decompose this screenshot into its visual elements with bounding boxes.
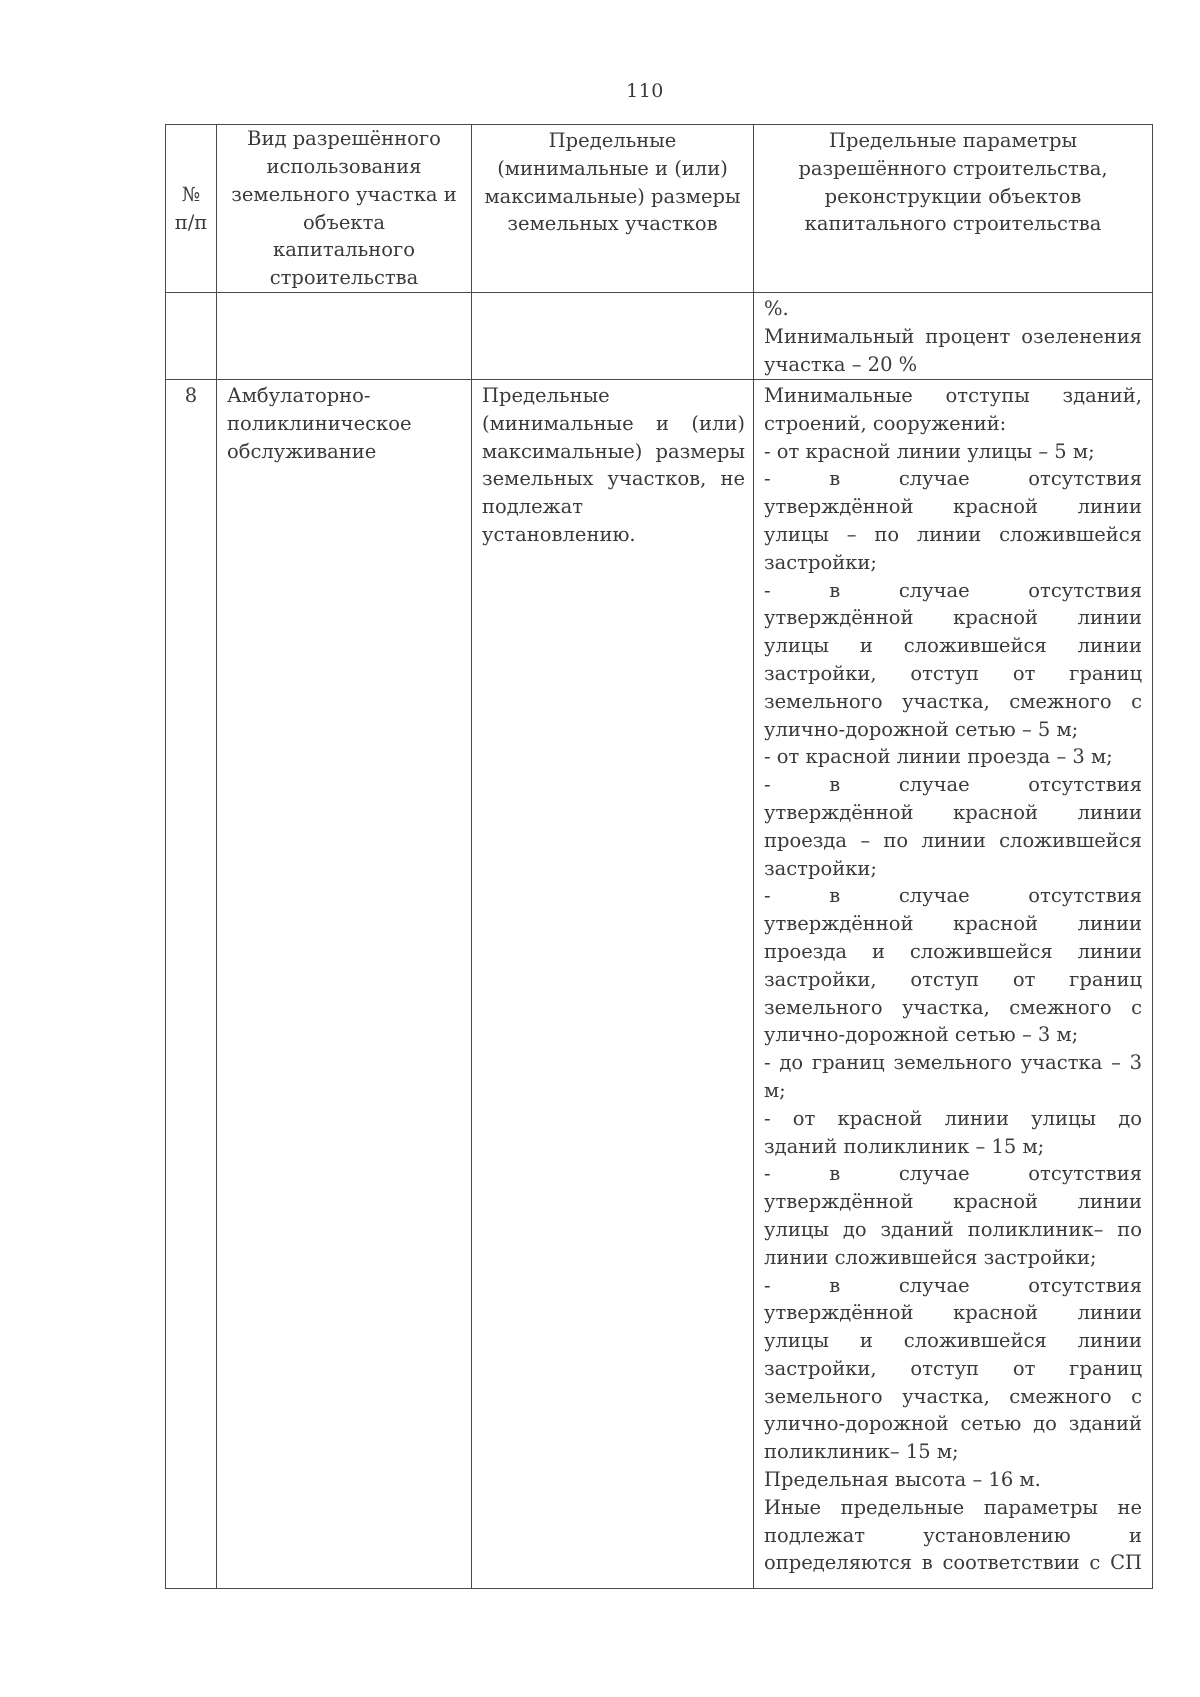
usage-type-line: Амбулаторно- [227,384,371,407]
text-line: (минимальные и (или) [482,411,745,435]
page-number: 110 [626,80,664,102]
header-line: (минимальные и (или) [497,156,728,180]
text-line: утверждённой красной линии [764,912,1142,936]
continuation-row [166,293,1153,380]
text-line: - от красной линии улицы до [764,1106,1142,1130]
plot-size-cell [472,380,754,1589]
cont-params-cell [754,293,1153,380]
cont-number-cell [166,293,217,380]
header-line: земельного участка и [231,182,457,206]
table-header-row [166,125,1153,293]
construction-params-cell [754,380,1153,1589]
text-line: - до границ земельного участка – 3 [764,1051,1142,1075]
header-line: Предельные [548,129,677,152]
text-line: улицы – по линии сложившейся [764,522,1142,546]
text-line: подлежат установлению и [764,1523,1142,1547]
text-line: утверждённой красной линии [764,495,1142,519]
header-line: использования [266,154,422,178]
header-line: Предельные параметры [828,129,1078,152]
text-line: застройки; [764,550,877,574]
text-line: подлежат [482,495,584,519]
header-line: Вид разрешённого [247,127,441,151]
text-line: участка – 20 % [764,352,918,376]
zoning-regulations-table [165,124,1153,1589]
text-line: застройки, отступ от границ [764,967,1142,991]
text-line: максимальные) размеры [482,439,745,463]
text-line: улично-дорожной сетью до зданий [764,1412,1142,1436]
text-line: строений, сооружений: [764,411,1007,435]
text-line: улицы до зданий поликлиник– по [764,1217,1142,1241]
text-line: - от красной линии улицы – 5 м; [764,439,1095,463]
table-row-8 [166,380,1153,1589]
header-line: капитального строительства [804,212,1102,236]
usage-type-line: обслуживание [227,439,377,463]
text-line: поликлиник– 15 м; [764,1440,959,1464]
cont-type-cell [217,293,472,380]
usage-type-cell [217,380,472,1589]
text-line: утверждённой красной линии [764,1301,1142,1325]
header-line: земельных участков [507,212,718,236]
header-construction-params [754,125,1153,293]
header-line: строительства [269,266,419,290]
text-line: - в случае отсутствия [764,467,1142,491]
text-line: земельного участка, смежного с [764,995,1142,1019]
text-line: застройки; [764,856,877,880]
header-line: п/п [174,210,208,234]
text-line: улично-дорожной сетью – 3 м; [764,1023,1079,1047]
header-line: капитального [273,238,415,262]
text-line: определяются в соответствии с СП [764,1551,1142,1575]
text-line: линии сложившейся застройки; [764,1245,1097,1269]
text-line: улично-дорожной сетью – 5 м; [764,717,1079,741]
header-line: № [181,182,201,206]
text-line: - от красной линии проезда – 3 м; [764,745,1113,769]
text-line: застройки, отступ от границ [764,1356,1142,1380]
text-line: %. [764,297,789,320]
text-line: утверждённой красной линии [764,606,1142,630]
header-line: максимальные) размеры [484,184,741,208]
header-line: реконструкции объектов [824,184,1082,208]
text-line: Минимальный процент озеленения [764,324,1142,348]
text-line: застройки, отступ от границ [764,661,1142,685]
header-line: объекта [302,210,386,234]
header-plot-size [472,125,754,293]
text-line: земельных участков, не [482,467,745,491]
text-line: улицы и сложившейся линии [764,1329,1142,1353]
text-line: Предельные [482,384,610,407]
text-line: - в случае отсутствия [764,1273,1142,1297]
header-line: разрешённого строительства, [798,156,1108,180]
text-line: утверждённой красной линии [764,1190,1142,1214]
text-line: - в случае отсутствия [764,578,1142,602]
header-usage-type [217,125,472,293]
text-line: Предельная высота – 16 м. [764,1468,1041,1492]
text-line: проезда и сложившейся линии [764,939,1142,963]
text-line: - в случае отсутствия [764,884,1142,908]
text-line: - в случае отсутствия [764,773,1142,797]
header-number [166,125,217,293]
text-line: утверждённой красной линии [764,800,1142,824]
text-line: улицы и сложившейся линии [764,634,1142,658]
usage-type-line: поликлиническое [227,411,412,435]
text-line: установлению. [482,522,636,546]
text-line: Минимальные отступы зданий, [764,384,1142,407]
text-line: земельного участка, смежного с [764,689,1142,713]
cont-size-cell [472,293,754,380]
row-number: 8 [166,380,217,1589]
text-line: Иные предельные параметры не [764,1495,1142,1519]
text-line: м; [764,1078,786,1102]
text-line: земельного участка, смежного с [764,1384,1142,1408]
text-line: проезда – по линии сложившейся [764,828,1142,852]
text-line: - в случае отсутствия [764,1162,1142,1186]
text-line: зданий поликлиник – 15 м; [764,1134,1045,1158]
